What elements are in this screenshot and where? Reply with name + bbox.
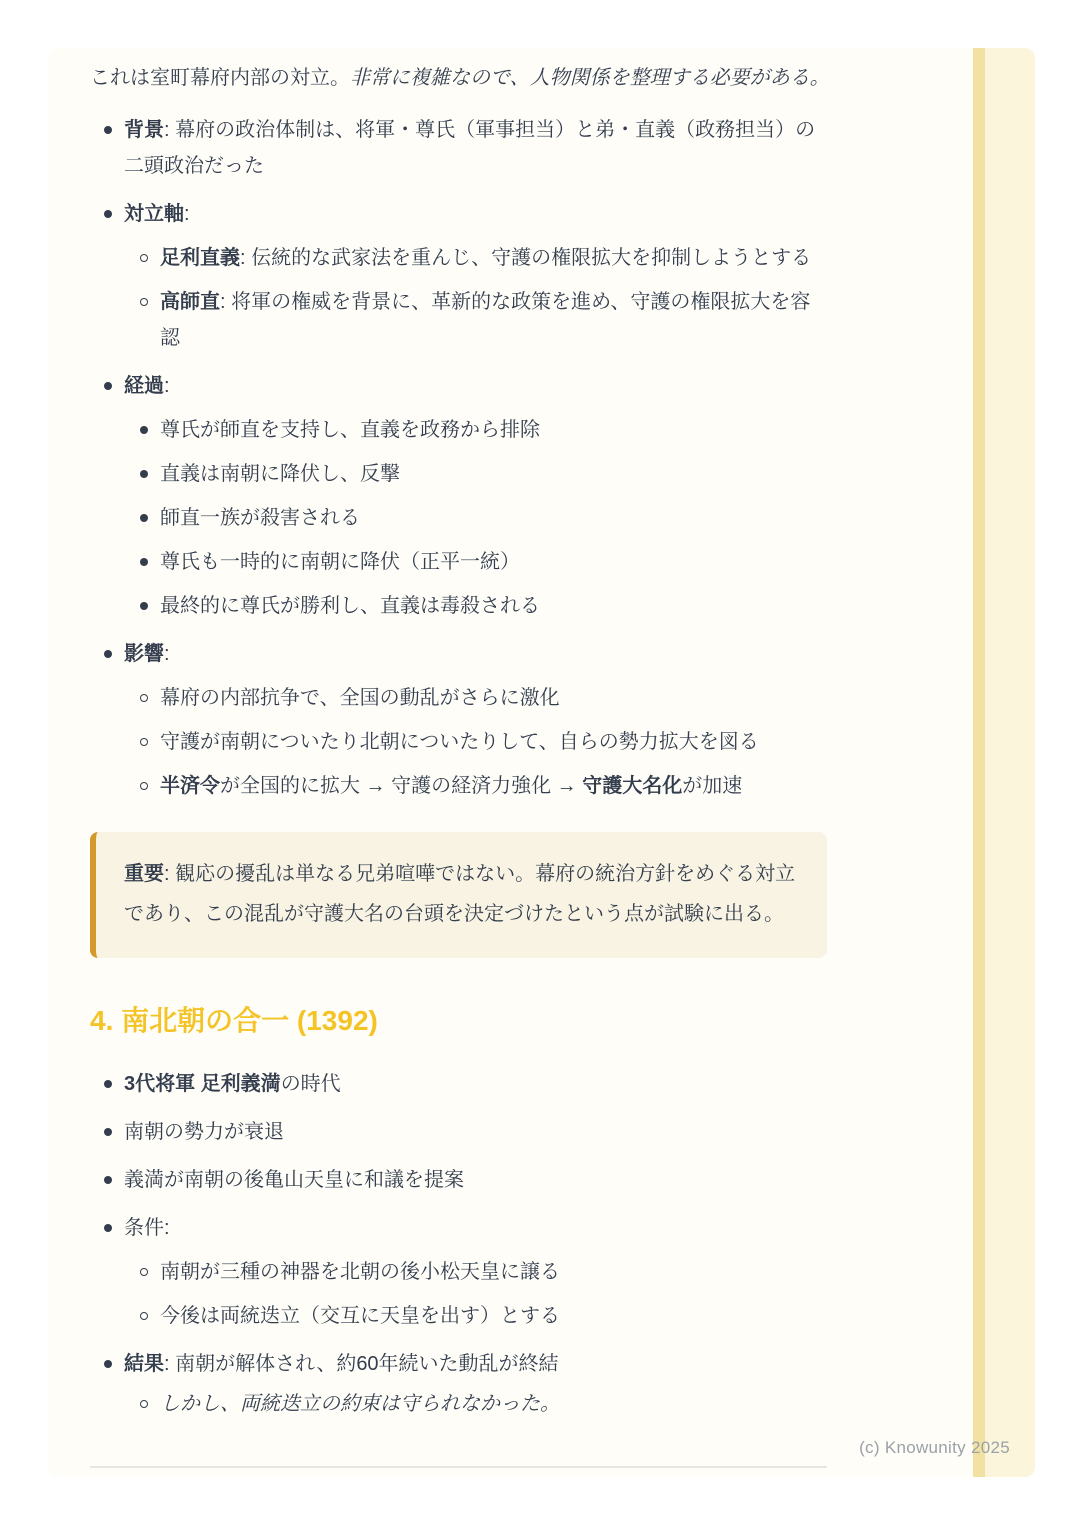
list-item-text: [124, 1114, 830, 1150]
list-item: [90, 112, 830, 184]
disc-bullet-icon: [104, 1176, 112, 1184]
list-item-text: [160, 680, 830, 716]
disc-bullet-icon: [104, 1224, 112, 1232]
text-run: 背景: [124, 119, 164, 141]
list-item: [90, 724, 830, 760]
text-run: 対立軸: [124, 203, 184, 225]
disc-bullet-icon: [104, 126, 112, 134]
list-item-text: [160, 1254, 830, 1290]
text-run: 4. 南北朝の合一 (1392): [90, 1005, 378, 1036]
text-run: しかし、両統迭立の約束は守られなかった。: [160, 1393, 560, 1415]
list-item-text: [160, 544, 830, 580]
list-item-text: [124, 1346, 830, 1382]
list-item: [90, 588, 830, 624]
list-item: [90, 456, 830, 492]
list-item-text: [160, 500, 830, 536]
list-item: [90, 1386, 830, 1422]
text-run: :: [164, 643, 170, 665]
page-card: [48, 48, 1035, 1477]
text-run: 南朝が三種の神器を北朝の後小松天皇に譲る: [160, 1261, 560, 1283]
list-item-text: [124, 636, 830, 672]
text-run: が加速: [682, 775, 743, 797]
list-item: [90, 1254, 830, 1290]
text-run: 最終的に尊氏が勝利し、直義は毒殺される: [160, 595, 540, 617]
text-run: 義満が南朝の後亀山天皇に和議を提案: [124, 1169, 464, 1191]
circle-bullet-icon: [140, 738, 148, 746]
circle-bullet-icon: [140, 694, 148, 702]
list-item: [90, 544, 830, 580]
text-run: 影響: [124, 643, 164, 665]
list-item: [90, 1066, 830, 1102]
important-callout: [90, 832, 827, 958]
text-run: の時代: [280, 1073, 341, 1095]
text-run: 非常に複雑なので、人物関係を整理する必要がある。: [350, 67, 830, 89]
text-run: 高師直: [160, 291, 220, 313]
list-item-text: [160, 724, 830, 760]
disc-bullet-icon: [104, 1128, 112, 1136]
circle-bullet-icon: [140, 1268, 148, 1276]
disc-bullet-icon: [104, 1360, 112, 1368]
text-run: 南朝の勢力が衰退: [124, 1121, 284, 1143]
text-run: 守護が南朝についたり北朝についたりして、自らの勢力拡大を図る: [160, 731, 759, 753]
circle-bullet-icon: [140, 782, 148, 790]
list-item: [90, 500, 830, 536]
section-heading: [90, 1004, 830, 1038]
text-run: が全国的に拡大 → 守護の経済力強化 →: [220, 775, 583, 797]
circle-bullet-icon: [140, 254, 148, 262]
list-item-text: [160, 768, 830, 804]
list-item: [90, 240, 830, 276]
list-item: [90, 1114, 830, 1150]
list-item-text: [160, 412, 830, 448]
list-item: [90, 284, 830, 356]
text-run: 重要: [124, 863, 164, 885]
list-item: [90, 768, 830, 804]
text-run: 幕府の内部抗争で、全国の動乱がさらに激化: [160, 687, 560, 709]
disc-bullet-icon: [104, 1080, 112, 1088]
disc-bullet-icon: [140, 558, 148, 566]
list-item: [90, 636, 830, 672]
list-item: [90, 412, 830, 448]
list-item: [90, 1162, 830, 1198]
text-run: これは室町幕府内部の対立。: [90, 67, 350, 89]
text-run: : 観応の擾乱は単なる兄弟喧嘩ではない。幕府の統治方針をめぐる対立であり、この混乱が守護大名の台頭を決定づけたという点が試験に出る。: [124, 863, 796, 925]
text-run: 結果: [124, 1353, 164, 1375]
list-item: [90, 1210, 830, 1246]
disc-bullet-icon: [104, 650, 112, 658]
list-item-text: [160, 240, 830, 276]
list-item: [90, 196, 830, 232]
list-item: [90, 1298, 830, 1334]
list-item: [90, 368, 830, 404]
list-item: [90, 1346, 830, 1382]
text-run: 尊氏が師直を支持し、直義を政務から排除: [160, 419, 540, 441]
list-item-text: [124, 196, 830, 232]
text-run: 今後は両統迭立（交互に天皇を出す）とする: [160, 1305, 560, 1327]
text-run: 経過: [124, 375, 164, 397]
list-item-text: [124, 112, 830, 184]
list-item-text: [124, 1162, 830, 1198]
circle-bullet-icon: [140, 1400, 148, 1408]
intro-paragraph: [90, 60, 830, 97]
text-run: 守護大名化: [582, 775, 683, 797]
text-run: 条件:: [124, 1217, 170, 1239]
circle-bullet-icon: [140, 1312, 148, 1320]
footer-divider: [90, 1466, 827, 1468]
accent-band: [985, 48, 1035, 1477]
list-item: [90, 680, 830, 716]
text-run: :: [164, 375, 170, 397]
list-item-text: [160, 1298, 830, 1334]
disc-bullet-icon: [140, 602, 148, 610]
text-run: : 伝統的な武家法を重んじ、守護の権限拡大を抑制しようとする: [240, 247, 812, 269]
text-run: 尊氏も一時的に南朝に降伏（正平一統）: [160, 551, 520, 573]
disc-bullet-icon: [104, 382, 112, 390]
text-run: 直義は南朝に降伏し、反撃: [160, 463, 400, 485]
list-item-text: [124, 368, 830, 404]
document-content: [48, 48, 830, 1468]
accent-band-line: [973, 48, 985, 1477]
text-run: 師直一族が殺害される: [160, 507, 360, 529]
text-run: : 将軍の権威を背景に、革新的な政策を進め、守護の権限拡大を容認: [160, 291, 811, 349]
list-item-text: [160, 284, 830, 356]
list-item-text: [160, 456, 830, 492]
list-item-text: [160, 588, 830, 624]
text-run: : 南朝が解体され、約60年続いた動乱が終結: [164, 1353, 559, 1375]
list-item-text: [124, 1210, 830, 1246]
text-run: 3代将軍 足利義満: [124, 1073, 281, 1095]
text-run: 足利直義: [160, 247, 240, 269]
list-item-text: [160, 1386, 830, 1422]
disc-bullet-icon: [140, 470, 148, 478]
text-run: :: [184, 203, 190, 225]
text-run: 半済令: [160, 775, 220, 797]
list-item-text: [124, 1066, 830, 1102]
circle-bullet-icon: [140, 298, 148, 306]
disc-bullet-icon: [104, 210, 112, 218]
disc-bullet-icon: [140, 514, 148, 522]
copyright-text: (c) Knowunity 2025: [859, 1438, 1010, 1457]
text-run: : 幕府の政治体制は、将軍・尊氏（軍事担当）と弟・直義（政務担当）の二頭政治だった: [124, 119, 816, 177]
disc-bullet-icon: [140, 426, 148, 434]
